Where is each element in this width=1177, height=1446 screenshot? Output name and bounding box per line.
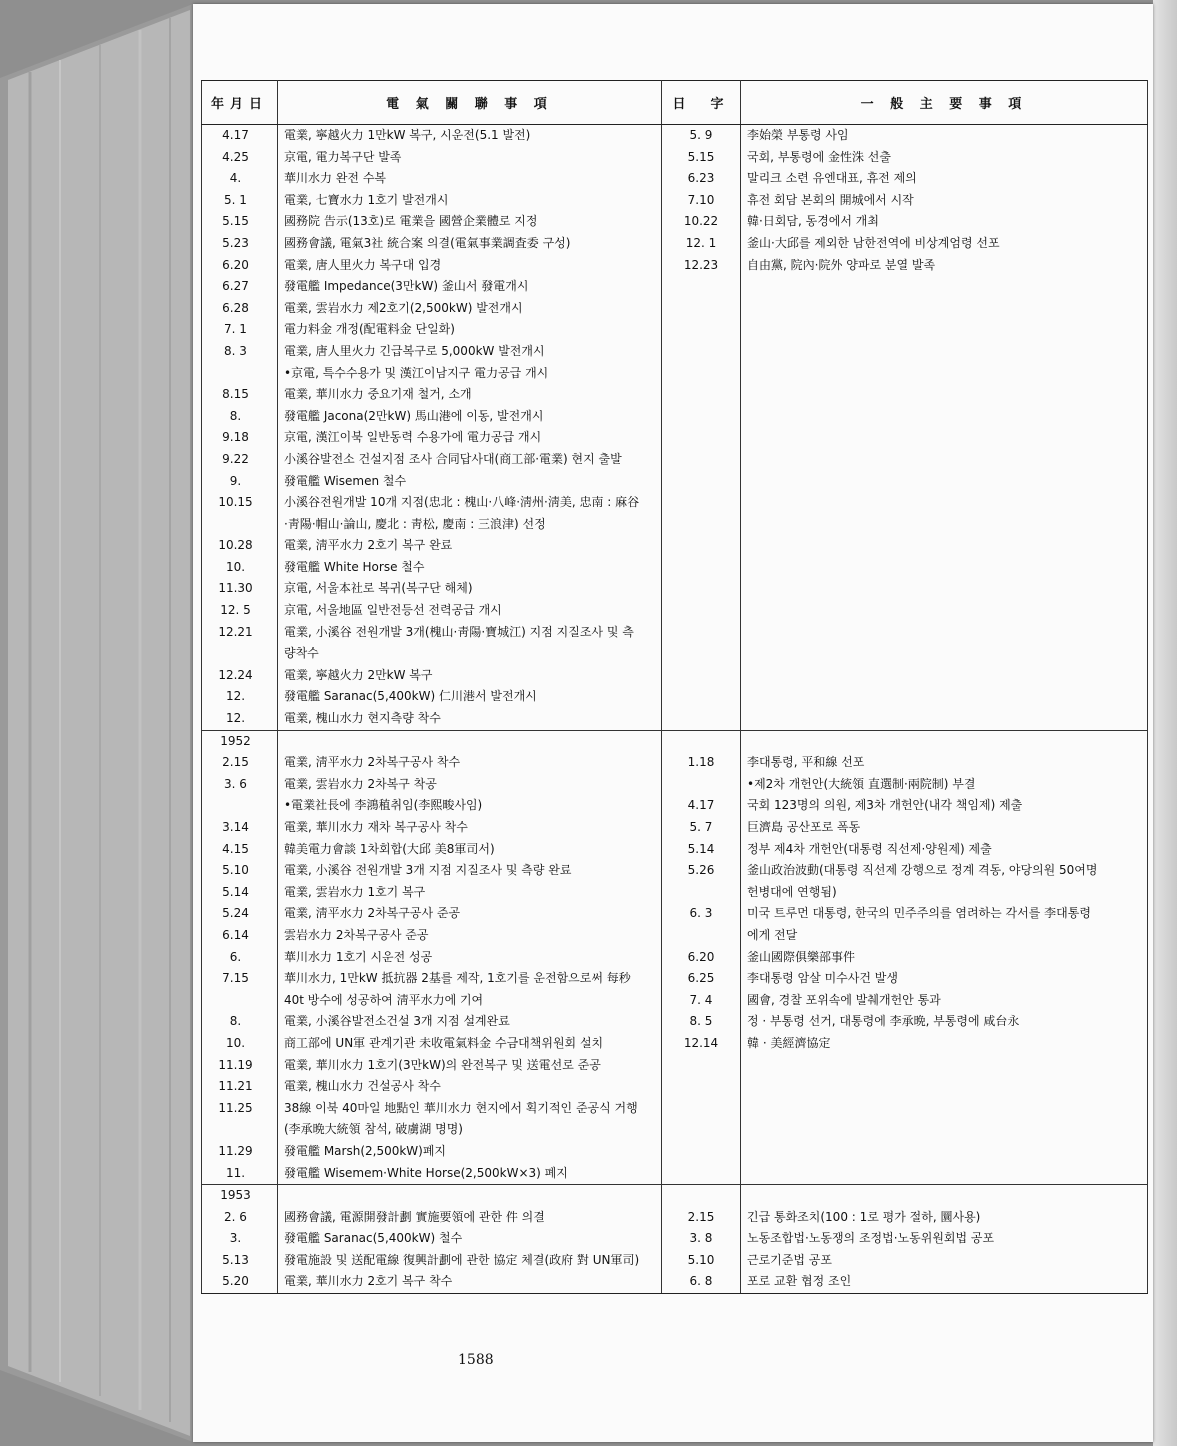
row-general-event [741, 1076, 1148, 1098]
row-electric-event: 電業, 槐山水力 건설공사 착수 [278, 1076, 662, 1098]
row-date [202, 643, 278, 665]
row-electric-event: 電力料金 개정(配電料金 단일화) [278, 319, 662, 341]
row-date: 10. [202, 1033, 278, 1055]
row-day [662, 1163, 741, 1185]
table-row [202, 363, 1148, 385]
row-electric-event: 小溪谷전원개발 10개 지점(忠北 : 槐山·八峰·淸州·淸美, 忠南 : 麻谷 [278, 492, 662, 514]
row-date: 8. [202, 1011, 278, 1033]
table-row [202, 492, 1148, 514]
row-day [662, 406, 741, 428]
row-day [662, 1055, 741, 1077]
row-general-event: 韓·日회담, 동경에서 개최 [741, 211, 1148, 233]
row-electric-event: 電業, 淸平水力 2차복구공사 착수 [278, 752, 662, 774]
table-row [202, 168, 1148, 190]
row-electric-event: 發電艦 Jacona(2만kW) 馬山港에 이동, 발전개시 [278, 406, 662, 428]
row-general-event [741, 1119, 1148, 1141]
row-day: 12. 1 [662, 233, 741, 255]
table-row [202, 578, 1148, 600]
table-row [202, 449, 1148, 471]
row-day: 5. 9 [662, 125, 741, 147]
row-date: 5.10 [202, 860, 278, 882]
table-row [202, 860, 1148, 882]
row-electric-event: 電業, 華川水力 1호기(3만kW)의 완전복구 및 送電선로 준공 [278, 1055, 662, 1077]
table-row [202, 1271, 1148, 1293]
row-general-event: 근로기준법 공포 [741, 1250, 1148, 1272]
row-electric-event: 電業, 小溪谷 전원개발 3개(槐山·靑陽·寶城江) 지점 지질조사 및 측 [278, 622, 662, 644]
row-general-event: 긴급 통화조치(100 : 1로 평가 절하, 圜사용) [741, 1207, 1148, 1229]
row-general-event: •제2차 개헌안(大統領 直選制·兩院制) 부결 [741, 774, 1148, 796]
row-day: 2.15 [662, 1207, 741, 1229]
row-day: 6. 3 [662, 903, 741, 925]
row-date: 1952 [202, 730, 278, 752]
table-row [202, 211, 1148, 233]
row-electric-event: 國務會議, 電源開發計劃 實施要領에 관한 件 의결 [278, 1207, 662, 1229]
row-general-event [741, 730, 1148, 752]
table-row [202, 471, 1148, 493]
row-electric-event: 電業, 小溪谷발전소건설 3개 지점 설계완료 [278, 1011, 662, 1033]
row-general-event [741, 665, 1148, 687]
row-day: 1.18 [662, 752, 741, 774]
row-general-event: 에게 전달 [741, 925, 1148, 947]
row-general-event [741, 622, 1148, 644]
row-general-event: 말리크 소련 유엔대표, 휴전 제의 [741, 168, 1148, 190]
row-electric-event: 發電艦 Marsh(2,500kW)폐지 [278, 1141, 662, 1163]
row-date: 3.14 [202, 817, 278, 839]
table-row [202, 600, 1148, 622]
table-row [202, 1141, 1148, 1163]
row-electric-event: 京電, 電力복구단 발족 [278, 147, 662, 169]
row-general-event [741, 319, 1148, 341]
table-row [202, 147, 1148, 169]
row-date: 8. [202, 406, 278, 428]
table-row [202, 319, 1148, 341]
table-row [202, 1163, 1148, 1185]
row-date: 10. [202, 557, 278, 579]
row-day: 5.14 [662, 839, 741, 861]
table-row [202, 1055, 1148, 1077]
row-electric-event: 電業, 唐人里火力 복구대 입경 [278, 255, 662, 277]
row-general-event [741, 449, 1148, 471]
row-date: 6.20 [202, 255, 278, 277]
row-electric-event: 雲岩水力 2차복구공사 준공 [278, 925, 662, 947]
row-day [662, 1098, 741, 1120]
row-day [662, 384, 741, 406]
row-day: 6.23 [662, 168, 741, 190]
row-date: 9.18 [202, 427, 278, 449]
row-electric-event: 電業, 淸平水力 2차복구공사 준공 [278, 903, 662, 925]
table-row [202, 686, 1148, 708]
row-day [662, 1185, 741, 1207]
row-electric-event: 40t 방수에 성공하여 淸平水力에 기여 [278, 990, 662, 1012]
row-electric-event: 電業, 七寶水力 1호기 발전개시 [278, 190, 662, 212]
row-day: 12.23 [662, 255, 741, 277]
row-date [202, 1119, 278, 1141]
row-date: 4.15 [202, 839, 278, 861]
row-electric-event: 發電艦 Impedance(3만kW) 釜山서 發電개시 [278, 276, 662, 298]
row-general-event: 李始榮 부통령 사임 [741, 125, 1148, 147]
row-general-event [741, 341, 1148, 363]
table-row [202, 968, 1148, 990]
row-electric-event: (李承晩大統領 참석, 破虜湖 명명) [278, 1119, 662, 1141]
row-date: 12. [202, 708, 278, 730]
row-electric-event: 國務院 告示(13호)로 電業을 國營企業體로 지정 [278, 211, 662, 233]
table-row [202, 190, 1148, 212]
row-day [662, 882, 741, 904]
row-general-event: 自由黨, 院內·院外 양파로 분열 발족 [741, 255, 1148, 277]
row-day [662, 514, 741, 536]
row-date: 11.25 [202, 1098, 278, 1120]
row-electric-event: 電業, 華川水力 재차 복구공사 착수 [278, 817, 662, 839]
row-general-event: 미국 트루먼 대통령, 한국의 민주주의를 염려하는 각서를 李대통령 [741, 903, 1148, 925]
row-date [202, 795, 278, 817]
row-day: 6.25 [662, 968, 741, 990]
row-date: 10.28 [202, 535, 278, 557]
row-general-event: 釜山·大邱를 제외한 남한전역에 비상계엄령 선포 [741, 233, 1148, 255]
row-electric-event: 電業, 寧越火力 2만kW 복구 [278, 665, 662, 687]
row-day [662, 427, 741, 449]
table-row [202, 643, 1148, 665]
table-row [202, 1207, 1148, 1229]
row-day [662, 1141, 741, 1163]
row-general-event [741, 686, 1148, 708]
row-day [662, 622, 741, 644]
row-electric-event: 發電艦 Saranac(5,400kW) 철수 [278, 1228, 662, 1250]
row-day: 5. 7 [662, 817, 741, 839]
row-date: 4.17 [202, 125, 278, 147]
row-electric-event: 電業, 華川水力 중요기재 철거, 소개 [278, 384, 662, 406]
row-date: 11.21 [202, 1076, 278, 1098]
row-general-event [741, 363, 1148, 385]
row-day [662, 298, 741, 320]
table-row [202, 384, 1148, 406]
row-date: 12. [202, 686, 278, 708]
row-date: 11.19 [202, 1055, 278, 1077]
row-day: 8. 5 [662, 1011, 741, 1033]
row-general-event: 李대통령 암살 미수사건 발생 [741, 968, 1148, 990]
table-row [202, 925, 1148, 947]
table-row [202, 1011, 1148, 1033]
page-number: 1588 [458, 1352, 494, 1368]
row-general-event: 韓 · 美經濟協定 [741, 1033, 1148, 1055]
row-date: 5. 1 [202, 190, 278, 212]
row-date: 11.30 [202, 578, 278, 600]
row-electric-event: 38線 이북 40마일 地點인 華川水力 현지에서 획기적인 준공식 거행 [278, 1098, 662, 1120]
row-electric-event: 發電艦 Saranac(5,400kW) 仁川港서 발전개시 [278, 686, 662, 708]
row-electric-event: 商工部에 UN軍 관계기관 未收電氣料金 수금대책위원회 설치 [278, 1033, 662, 1055]
header-date: 年月日 [202, 81, 278, 125]
table-row [202, 427, 1148, 449]
row-electric-event: 京電, 서울本社로 복귀(복구단 해체) [278, 578, 662, 600]
row-general-event [741, 643, 1148, 665]
row-electric-event: 發電艦 Wisemen 철수 [278, 471, 662, 493]
row-day [662, 341, 741, 363]
row-electric-event [278, 1185, 662, 1207]
row-general-event [741, 1141, 1148, 1163]
row-general-event: 휴전 회담 본회의 開城에서 시작 [741, 190, 1148, 212]
row-date: 1953 [202, 1185, 278, 1207]
table-row [202, 752, 1148, 774]
row-day: 5.10 [662, 1250, 741, 1272]
row-general-event [741, 578, 1148, 600]
row-general-event [741, 514, 1148, 536]
row-general-event [741, 1185, 1148, 1207]
table-row [202, 839, 1148, 861]
row-general-event: 노동조합법·노동쟁의 조정법·노동위원회법 공포 [741, 1228, 1148, 1250]
row-date: 9. [202, 471, 278, 493]
table-row [202, 298, 1148, 320]
row-electric-event: 韓美電力會談 1차회합(大邱 美8軍司서) [278, 839, 662, 861]
row-general-event [741, 492, 1148, 514]
row-date: 12.21 [202, 622, 278, 644]
table-row [202, 406, 1148, 428]
row-day [662, 708, 741, 730]
row-date: 3. 6 [202, 774, 278, 796]
row-general-event: 정부 제4차 개헌안(대통령 직선제·양원제) 제출 [741, 839, 1148, 861]
row-general-event: 巨濟島 공산포로 폭동 [741, 817, 1148, 839]
row-electric-event [278, 730, 662, 752]
table-header [202, 81, 1148, 125]
row-general-event: 포로 교환 협정 조인 [741, 1271, 1148, 1293]
year-section-row [202, 730, 1148, 752]
row-day [662, 276, 741, 298]
row-general-event: 헌병대에 연행됨) [741, 882, 1148, 904]
row-date: 5.13 [202, 1250, 278, 1272]
row-electric-event: 京電, 서울地區 일반전등선 전력공급 개시 [278, 600, 662, 622]
table-row [202, 233, 1148, 255]
row-electric-event: 電業, 雲岩水力 2차복구 착공 [278, 774, 662, 796]
table-row [202, 990, 1148, 1012]
row-electric-event: 電業, 華川水力 2호기 복구 착수 [278, 1271, 662, 1293]
row-date: 6.27 [202, 276, 278, 298]
row-general-event [741, 708, 1148, 730]
row-day: 5.15 [662, 147, 741, 169]
document-page [193, 4, 1153, 1442]
row-general-event [741, 406, 1148, 428]
row-date: 5.20 [202, 1271, 278, 1293]
row-day: 6. 8 [662, 1271, 741, 1293]
row-day [662, 665, 741, 687]
row-general-event: 국회 123명의 의원, 제3차 개헌안(내각 책임제) 제출 [741, 795, 1148, 817]
row-electric-event: 량착수 [278, 643, 662, 665]
row-day: 4.17 [662, 795, 741, 817]
row-date: 8.15 [202, 384, 278, 406]
row-electric-event: 京電, 漢江이북 일반동력 수용가에 電力공급 개시 [278, 427, 662, 449]
table-row [202, 341, 1148, 363]
row-day [662, 492, 741, 514]
row-electric-event: 小溪谷발전소 건설지점 조사 合同답사대(商工部·電業) 현지 출발 [278, 449, 662, 471]
row-date: 11. [202, 1163, 278, 1185]
row-electric-event: 電業, 槐山水力 현지측량 착수 [278, 708, 662, 730]
row-general-event [741, 535, 1148, 557]
row-electric-event: 發電施設 및 送配電線 復興計劃에 관한 協定 체결(政府 對 UN軍司) [278, 1250, 662, 1272]
table-row [202, 276, 1148, 298]
row-day [662, 686, 741, 708]
row-date: 2. 6 [202, 1207, 278, 1229]
row-electric-event: 電業, 淸平水力 2호기 복구 완료 [278, 535, 662, 557]
row-day [662, 730, 741, 752]
row-electric-event: 電業, 寧越火力 1만kW 복구, 시운전(5.1 발전) [278, 125, 662, 147]
row-electric-event: 電業, 雲岩水力 1호기 복구 [278, 882, 662, 904]
header-electric-events: 電 氣 關 聯 事 項 [278, 81, 662, 125]
table-row [202, 708, 1148, 730]
table-row [202, 1076, 1148, 1098]
row-date [202, 363, 278, 385]
row-date: 8. 3 [202, 341, 278, 363]
row-day: 7. 4 [662, 990, 741, 1012]
row-general-event: 釜山政治波動(대통령 직선제 강행으로 정계 격동, 야당의원 50여명 [741, 860, 1148, 882]
header-general-events: 一 般 主 要 事 項 [741, 81, 1148, 125]
row-day [662, 600, 741, 622]
table-row [202, 665, 1148, 687]
row-general-event [741, 557, 1148, 579]
row-general-event [741, 1055, 1148, 1077]
row-date: 12. 5 [202, 600, 278, 622]
row-date: 11.29 [202, 1141, 278, 1163]
year-section-row [202, 1185, 1148, 1207]
table-row [202, 535, 1148, 557]
header-day: 日 字 [662, 81, 741, 125]
row-day [662, 449, 741, 471]
table-row [202, 817, 1148, 839]
row-day [662, 643, 741, 665]
row-day [662, 925, 741, 947]
row-electric-event: 國務會議, 電氣3社 統合案 의결(電氣事業調査委 구성) [278, 233, 662, 255]
row-electric-event: 電業, 雲岩水力 제2호기(2,500kW) 발전개시 [278, 298, 662, 320]
row-date: 2.15 [202, 752, 278, 774]
row-general-event [741, 1098, 1148, 1120]
chronology-table [201, 80, 1148, 1294]
page-shadow-right [1153, 0, 1177, 1446]
table-row [202, 947, 1148, 969]
row-date [202, 990, 278, 1012]
row-general-event [741, 384, 1148, 406]
table-row [202, 255, 1148, 277]
table-row [202, 795, 1148, 817]
row-day [662, 774, 741, 796]
row-day [662, 471, 741, 493]
row-general-event: 李대통령, 平和線 선포 [741, 752, 1148, 774]
row-general-event [741, 1163, 1148, 1185]
table-row [202, 557, 1148, 579]
row-electric-event: 華川水力 1호기 시운전 성공 [278, 947, 662, 969]
row-date: 6.14 [202, 925, 278, 947]
row-date: 5.23 [202, 233, 278, 255]
row-general-event [741, 298, 1148, 320]
row-date: 5.14 [202, 882, 278, 904]
row-electric-event: 華川水力, 1만kW 抵抗器 2基를 제작, 1호기를 운전함으로써 每秒 [278, 968, 662, 990]
row-date: 4. [202, 168, 278, 190]
row-day [662, 319, 741, 341]
row-date: 12.24 [202, 665, 278, 687]
row-general-event [741, 600, 1148, 622]
row-electric-event: ·靑陽·帽山·論山, 慶北 : 靑松, 慶南 : 三浪津) 선정 [278, 514, 662, 536]
row-electric-event: •電業社長에 李鴻稙취임(李熙畯사임) [278, 795, 662, 817]
row-general-event: 國會, 경찰 포위속에 발췌개헌안 통과 [741, 990, 1148, 1012]
row-date: 10.15 [202, 492, 278, 514]
row-general-event: 정 · 부통령 선거, 대통령에 李承晩, 부통령에 咸台永 [741, 1011, 1148, 1033]
row-date: 4.25 [202, 147, 278, 169]
table-row [202, 1119, 1148, 1141]
row-date: 3. [202, 1228, 278, 1250]
row-day: 3. 8 [662, 1228, 741, 1250]
table-row [202, 903, 1148, 925]
table-row [202, 622, 1148, 644]
row-day: 6.20 [662, 947, 741, 969]
row-date: 7. 1 [202, 319, 278, 341]
row-day: 10.22 [662, 211, 741, 233]
row-day [662, 363, 741, 385]
row-general-event [741, 471, 1148, 493]
row-electric-event: 電業, 小溪谷 전원개발 3개 지점 지질조사 및 측량 완료 [278, 860, 662, 882]
row-day: 12.14 [662, 1033, 741, 1055]
row-day: 7.10 [662, 190, 741, 212]
row-general-event: 국회, 부통령에 金性洙 선출 [741, 147, 1148, 169]
row-electric-event: 發電艦 Wisemem·White Horse(2,500kW×3) 폐지 [278, 1163, 662, 1185]
table-row [202, 1033, 1148, 1055]
row-day [662, 1076, 741, 1098]
row-date: 5.24 [202, 903, 278, 925]
row-date: 5.15 [202, 211, 278, 233]
row-date: 6. [202, 947, 278, 969]
table-row [202, 1098, 1148, 1120]
row-day [662, 535, 741, 557]
row-day [662, 578, 741, 600]
row-electric-event: 華川水力 완전 수복 [278, 168, 662, 190]
table-row [202, 774, 1148, 796]
table-row [202, 514, 1148, 536]
row-date: 6.28 [202, 298, 278, 320]
row-date: 7.15 [202, 968, 278, 990]
row-day [662, 1119, 741, 1141]
row-date: 9.22 [202, 449, 278, 471]
table-row [202, 125, 1148, 147]
row-electric-event: •京電, 특수수용가 및 漢江이남지구 電力공급 개시 [278, 363, 662, 385]
row-general-event [741, 427, 1148, 449]
row-general-event: 釜山國際俱樂部事件 [741, 947, 1148, 969]
table-row [202, 1250, 1148, 1272]
row-general-event [741, 276, 1148, 298]
table-row [202, 882, 1148, 904]
row-day [662, 557, 741, 579]
table-row [202, 1228, 1148, 1250]
row-electric-event: 發電艦 White Horse 철수 [278, 557, 662, 579]
row-day: 5.26 [662, 860, 741, 882]
row-date [202, 514, 278, 536]
row-electric-event: 電業, 唐人里火力 긴급복구로 5,000kW 발전개시 [278, 341, 662, 363]
